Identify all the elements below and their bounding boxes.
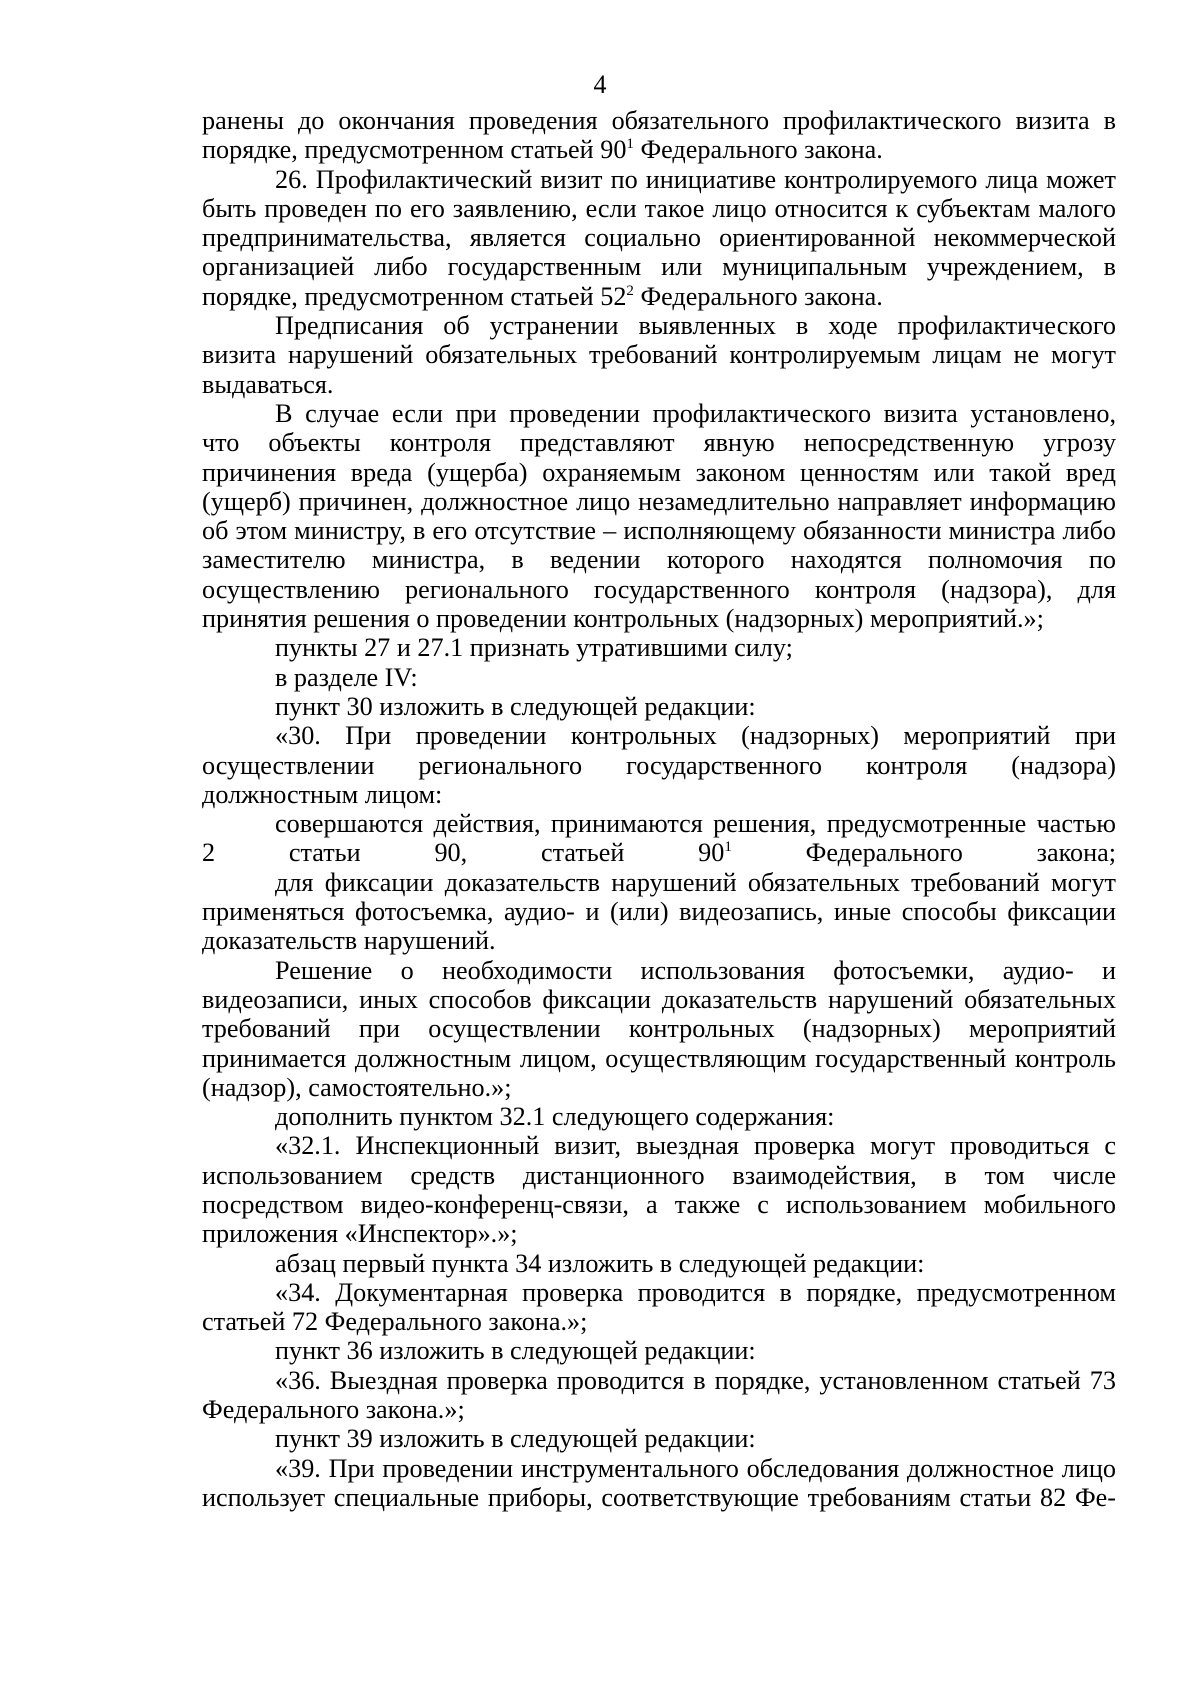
paragraph-item-32-1-intro: дополнить пунктом 32.1 следующего содержания: [275,1102,835,1132]
paragraph-item-39-intro: пункт 39 изложить в следующей редакции: [275,1424,756,1454]
paragraph-item-36-intro: пункт 36 изложить в следующей редакции: [275,1336,756,1366]
paragraph-item-30: «30. При проведении контрольных (надзорных) мероприятий при осуществлении регионального государственного контроля (надзора) должностным лицом: [202,721,1116,809]
paragraph-prescriptions: Предписания об устранении выявленных в ходе профилактического визита нарушений обязательных требований контролируемым лицам не могут выдаваться. [202,311,1116,399]
paragraph-actions: совершаются действия, принимаются решения, предусмотренные частью 2 статьи 90, статьей $90^1$ Федерального закона; [202,809,1117,868]
paragraph-item-32-1: «32.1. Инспекционный визит, выездная проверка могут проводиться с использованием средств дистанционного взаимодействия, в том числе посредством видео-конференц-связи, а также с использованием мобильного приложения «Инспектор».»; [202,1131,1116,1249]
paragraph-fixation: для фиксации доказательств нарушений обязательных требований могут применяться фотосъемка, аудио- и (или) видеозапись, иные способы фиксации доказательств нарушений. [202,867,1116,956]
paragraph-item-39: «39. При проведении инструментального обследования должностное лицо использует специальные приборы, соответствующие требованиям статьи 82 Фе- [202,1453,1116,1512]
page-number: 4 [593,70,607,99]
document-body [202,106,1116,1512]
paragraph-item-26: 26. Профилактический визит по инициативе контролируемого лица может быть проведен по его заявлению, если такое лицо относится к субъектам малого предпринимательства, является социально ориентированной некоммерческой организацией либо государственным или муниципальным учреждением, в порядке, предусмотренном статьей $52^2$ Федерального закона. [202,164,1116,311]
paragraph-item-30-intro: пункт 30 изложить в следующей редакции: [275,691,756,721]
paragraph-items-27-repeal: пункты 27 и 27.1 признать утратившими силу; [275,633,793,663]
paragraph-threat-case: В случае если при проведении профилактического визита установлено, что объекты контроля представляют явную непосредственную угрозу причинения вреда (ущерба) охраняемым законом ценностям или такой вред (ущерб) причинен, должностное лицо незамедлительно направляет информацию об этом министру, в его отсутствие – исполняющему обязанности министра либо заместителю министра, в ведении которого находятся полномочия по осуществлению регионального государственного контроля (надзора), для принятия решения о проведении контрольных (надзорных) мероприятий.»; [202,398,1116,634]
paragraph-item-34-intro: абзац первый пункта 34 изложить в следующей редакции: [275,1248,925,1278]
paragraph-section-iv: в разделе IV: [275,662,418,692]
paragraph-continuation: ранены до окончания проведения обязательного профилактического визита в порядке, предусмотренном статьей $90^1$ Федерального закона. [202,106,1116,165]
paragraph-decision: Решение о необходимости использования фотосъемки, аудио- и видеозаписи, иных способов фиксации доказательств нарушений обязательных требований при осуществлении контрольных (надзорных) мероприятий принимается должностным лицом, осуществляющим государственный контроль (надзор), самостоятельно.»; [202,955,1116,1102]
paragraph-item-34: «34. Документарная проверка проводится в порядке, предусмотренном статьей 72 Федерального закона.»; [202,1277,1116,1337]
paragraph-item-36: «36. Выездная проверка проводится в порядке, установленном статьей 73 Федерального закона.»; [202,1365,1116,1425]
